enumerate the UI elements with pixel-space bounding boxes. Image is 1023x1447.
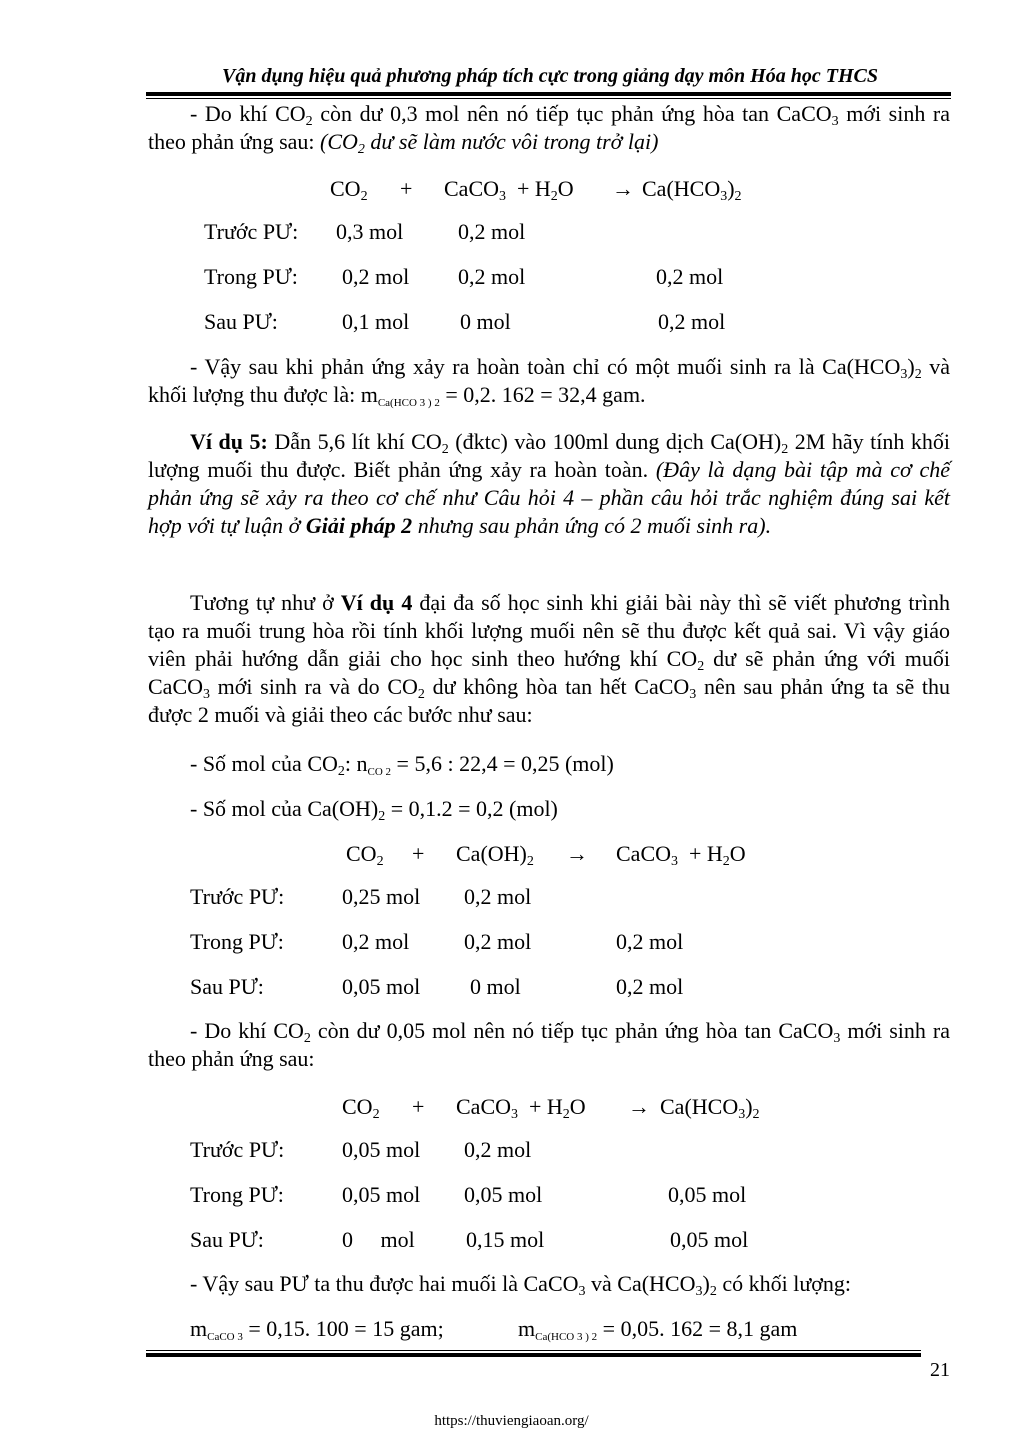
header-rule-thin — [146, 98, 951, 99]
footer-rule — [146, 1353, 921, 1357]
footer-url[interactable]: https://thuviengiaoan.org/ — [434, 1413, 589, 1429]
paragraph-example-5: Ví dụ 5: Dẫn 5,6 lít khí $CO_2$ (đktc) vào 100ml dung dịch $Ca(OH)_2$ 2M hãy tính khối lượng muối thu được. Biết phản ứng xảy ra hoàn toàn. (Đây là dạng bài tập mà cơ chế phản ứng sẽ xảy ra theo cơ chế như Câu hỏi 4 – phần câu hỏi trắc nghiệm đúng sai kết hợp với tự luận ở Giải pháp 2 nhưng sau phản ứng có 2 muối sinh ra). — [148, 429, 951, 538]
header-rule — [146, 92, 951, 96]
paragraph-co2-excess: - Do khí $CO_2$ còn dư 0,3 mol nên nó tiếp tục phản ứng hòa tan CaCO$_3$ mới sinh ra theo phản ứng sau: ($CO_2$ dư sẽ làm nước vôi trong trở lại) — [148, 101, 951, 157]
mol-co2-line: - Số mol của $CO_2$: $n_{CO 2} = 5,6$ : 22,4 = 0,25 (mol) — [190, 751, 614, 779]
page-number: 21 — [930, 1359, 950, 1381]
paragraph-co2-excess-2: - Do khí $CO_2$ còn dư 0,05 mol nên nó tiếp tục phản ứng hòa tan CaCO$_3$ mới sinh ra theo phản ứng sau: — [148, 1018, 950, 1071]
mol-caoh2-line: - Số mol của $Ca(OH)_2 = 0,1.2 = 0,2$ (mol) — [190, 796, 558, 824]
page-header-title: Vận dụng hiệu quả phương pháp tích cực trong giảng dạy môn Hóa học THCS — [222, 65, 878, 87]
mass-result-cahco3: $m_{Ca(HCO 3 ) 2} = 0,05$. 162 = 8,1 gam — [518, 1316, 798, 1343]
paragraph-conclusion-2: - Vậy sau PƯ ta thu được hai muối là CaCO$_3$ và $Ca(HCO_3)_2$ có khối lượng: — [190, 1271, 851, 1299]
footer-rule-thin — [146, 1350, 921, 1351]
mass-result-caco3: $m_{CaCO 3} = 0,15$. 100 = 15 gam; — [190, 1316, 444, 1343]
paragraph-conclusion-1: - Vậy sau khi phản ứng xảy ra hoàn toàn chỉ có một muối sinh ra là $Ca(HCO_3)_2$ và khối lượng thu được là: $m_{Ca(HCO 3 ) 2} = 0,2$. 162 = 32,4 gam. — [148, 354, 951, 409]
paragraph-analysis: Tương tự như ở Ví dụ 4 đại đa số học sinh khi giải bài này thì sẽ viết phương trình tạo ra muối trung hòa rồi tính khối lượng muối nên sẽ thu được kết quả sai. Vì vậy giáo viên phải hướng dẫn giải cho học sinh theo hướng khí $CO_2$ dư sẽ phản ứng với muối CaCO$_3$ mới sinh ra và do $CO_2$ dư không hòa tan hết CaCO$_3$ nên sau phản ứng ta sẽ thu được 2 muối và giải theo các bước như sau: — [148, 590, 950, 727]
